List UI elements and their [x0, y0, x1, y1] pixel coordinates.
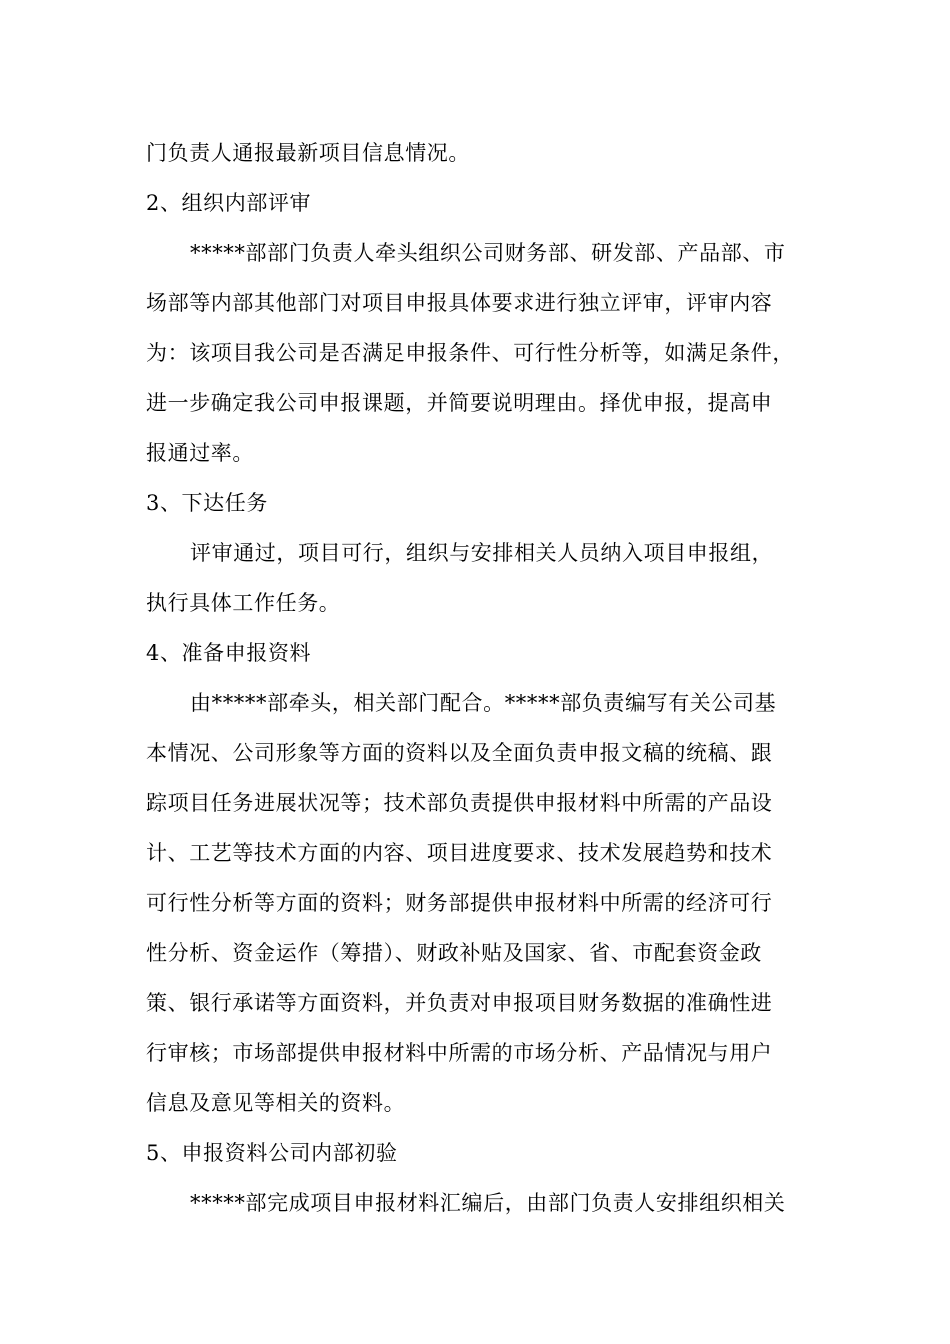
section-heading-2: 2、组织内部评审	[146, 191, 312, 215]
section-heading-3: 3、下达任务	[146, 491, 268, 515]
paragraph-line: 由*****部牵头，相关部门配合。*****部负责编写有关公司基	[190, 691, 777, 715]
paragraph-line: 门负责人通报最新项目信息情况。	[146, 141, 470, 165]
paragraph-line: 可行性分析等方面的资料；财务部提供申报材料中所需的经济可行	[146, 891, 773, 915]
paragraph-line: 执行具体工作任务。	[146, 591, 341, 615]
paragraph-line: *****部部门负责人牵头组织公司财务部、研发部、产品部、市	[190, 241, 786, 265]
paragraph-line: 评审通过，项目可行，组织与安排相关人员纳入项目申报组，	[190, 541, 774, 565]
section-heading-4: 4、准备申报资料	[146, 641, 312, 665]
paragraph-line: 行审核；市场部提供申报材料中所需的市场分析、产品情况与用户	[146, 1041, 773, 1065]
paragraph-line: 场部等内部其他部门对项目申报具体要求进行独立评审，评审内容	[146, 291, 773, 315]
paragraph-line: 策、银行承诺等方面资料，并负责对申报项目财务数据的准确性进	[146, 991, 773, 1015]
paragraph-line: 性分析、资金运作（筹措）、财政补贴及国家、省、市配套资金政	[146, 941, 762, 965]
section-heading-5: 5、申报资料公司内部初验	[146, 1141, 398, 1165]
paragraph-line: 本情况、公司形象等方面的资料以及全面负责申报文稿的统稿、跟	[146, 741, 773, 765]
paragraph-line: *****部完成项目申报材料汇编后，由部门负责人安排组织相关	[190, 1191, 786, 1215]
paragraph-line: 计、工艺等技术方面的内容、项目进度要求、技术发展趋势和技术	[146, 841, 773, 865]
paragraph-line: 进一步确定我公司申报课题，并简要说明理由。择优申报，提高申	[146, 391, 773, 415]
paragraph-line: 为：该项目我公司是否满足申报条件、可行性分析等，如满足条件，	[146, 341, 794, 365]
document-body	[146, 128, 806, 1228]
paragraph-line: 信息及意见等相关的资料。	[146, 1091, 406, 1115]
paragraph-line: 踪项目任务进展状况等；技术部负责提供申报材料中所需的产品设	[146, 791, 773, 815]
paragraph-line: 报通过率。	[146, 441, 254, 465]
